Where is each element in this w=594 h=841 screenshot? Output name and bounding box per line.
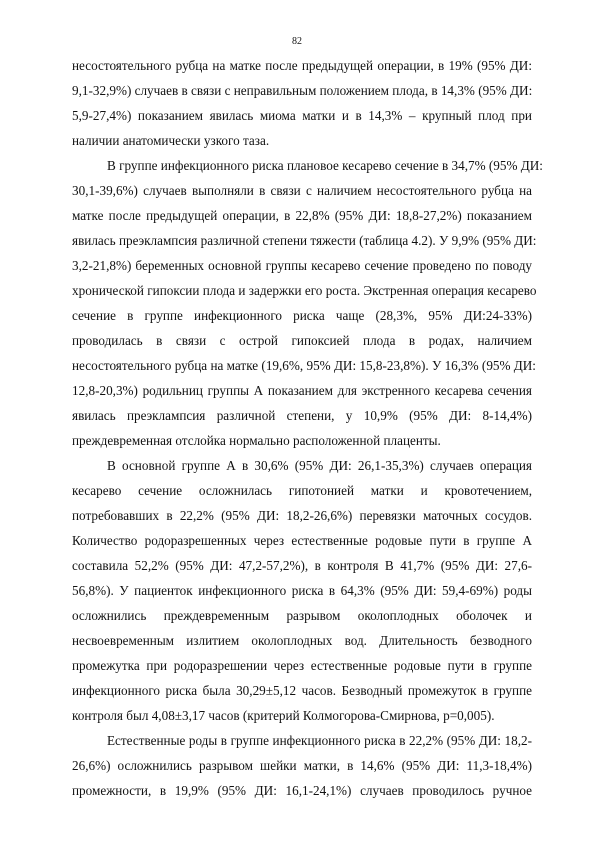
text-line: несвоевременным излитием околоплодных вод. Длительность безводного (72, 633, 532, 648)
text-line: несостоятельного рубца на матке (19,6%, 95% ДИ: 15,8-23,8%). У 16,3% (95% ДИ: (72, 358, 536, 373)
text-line: В основной группе А в 30,6% (95% ДИ: 26,1-35,3%) случаев операция (107, 458, 532, 473)
text-line: сечение в группе инфекционного риска чаще (28,3%, 95% ДИ:24-33%) (72, 308, 532, 323)
text-line: 12,8-20,3%) родильниц группы А показанием для экстренного кесарева сечения (72, 383, 532, 398)
text-line: проводилась в связи с острой гипоксией плода в родах, наличием (72, 333, 532, 348)
text-line: В группе инфекционного риска плановое кесарево сечение в 34,7% (95% ДИ: (107, 158, 543, 173)
text-line: 3,2-21,8%) беременных основной группы кесарево сечение проведено по поводу (72, 258, 532, 273)
text-line: наличии анатомически узкого таза. (72, 133, 270, 148)
text-line: несостоятельного рубца на матке после предыдущей операции, в 19% (95% ДИ: (72, 58, 532, 73)
text-line: 30,1-39,6%) случаев выполняли в связи с наличием несостоятельного рубца на (72, 183, 532, 198)
text-line: Количество родоразрешенных через естественные родовые пути в группе А (72, 533, 532, 548)
text-line: кесарево сечение осложнилась гипотонией матки и кровотечением, (72, 483, 532, 498)
text-line: 9,1-32,9%) случаев в связи с неправильным положением плода, в 14,3% (95% ДИ: (72, 83, 533, 98)
text-line: 56,8%). У пациенток инфекционного риска в 64,3% (95% ДИ: 59,4-69%) роды (72, 583, 532, 598)
text-line: Естественные роды в группе инфекционного риска в 22,2% (95% ДИ: 18,2- (107, 733, 532, 748)
page-number: 82 (292, 36, 302, 47)
text-line: преждевременная отслойка нормально расположенной плаценты. (72, 433, 441, 448)
text-line: промежности, в 19,9% (95% ДИ: 16,1-24,1%) случаев проводилось ручное (72, 783, 532, 798)
text-line: составила 52,2% (95% ДИ: 47,2-57,2%), в контроля В 41,7% (95% ДИ: 27,6- (72, 558, 532, 573)
text-line: хронической гипоксии плода и задержки его роста. Экстренная операция кесарево (72, 283, 537, 298)
text-line: 5,9-27,4%) показанием явилась миома матки и в 14,3% – крупный плод при (72, 108, 532, 123)
text-line: потребовавших в 22,2% (95% ДИ: 18,2-26,6%) перевязки маточных сосудов. (72, 508, 532, 523)
text-line: контроля был 4,08±3,17 часов (критерий Колмогорова-Смирнова, р=0,005). (72, 708, 495, 723)
text-line: явилась преэклампсия различной степени тяжести (таблица 4.2). У 9,9% (95% ДИ: (72, 233, 537, 248)
text-line: явилась преэклампсия различной степени, у 10,9% (95% ДИ: 8-14,4%) (72, 408, 532, 423)
text-line: матке после предыдущей операции, в 22,8% (95% ДИ: 18,8-27,2%) показанием (72, 208, 532, 223)
text-line: осложнились преждевременным разрывом околоплодных оболочек и (72, 608, 532, 623)
text-line: инфекционного риска была 30,29±5,12 часов. Безводный промежуток в группе (72, 683, 532, 698)
text-line: промежутка при родоразрешении через естественные родовые пути в группе (72, 658, 532, 673)
text-line: 26,6%) осложнились разрывом шейки матки, в 14,6% (95% ДИ: 11,3-18,4%) (72, 758, 532, 773)
